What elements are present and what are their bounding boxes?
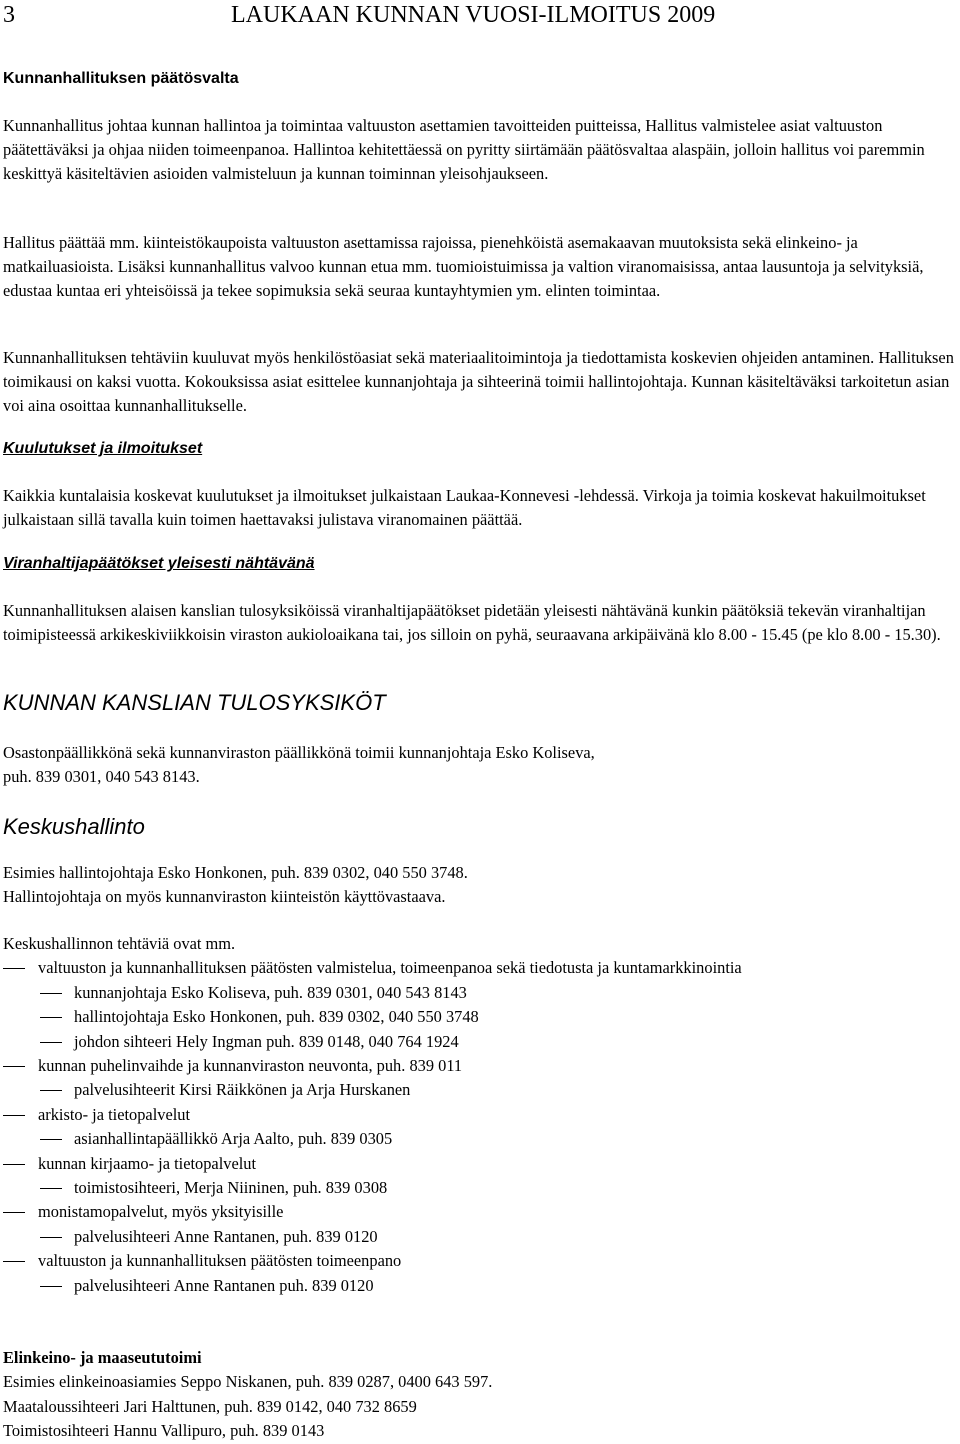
section-heading: Viranhaltijapäätökset yleisesti nähtävänä <box>3 555 315 572</box>
dash-bullet-icon <box>40 1286 62 1287</box>
sub-list-item <box>3 981 955 1005</box>
text-line: Osastonpäällikkönä sekä kunnanviraston päällikkönä toimii kunnanjohtaja Esko Koliseva, <box>3 743 595 762</box>
section-result-units <box>3 690 955 716</box>
document-title: LAUKAAN KUNNAN VUOSI-ILMOITUS 2009 <box>231 2 716 28</box>
section-announcements <box>3 440 955 458</box>
list-item-text: valtuuston ja kunnanhallituksen päätösten toimeenpano <box>38 1251 402 1271</box>
dash-bullet-icon <box>3 1212 25 1213</box>
section-heading: KUNNAN KANSLIAN TULOSYKSIKÖT <box>3 690 386 715</box>
dash-bullet-icon <box>3 1115 25 1116</box>
sub-list-item <box>3 1225 955 1249</box>
dash-bullet-icon <box>3 1066 25 1067</box>
text-line: Toimistosihteeri Hannu Vallipuro, puh. 839 0143 <box>3 1421 325 1441</box>
sub-list-item <box>3 1078 955 1102</box>
paragraph <box>3 861 955 910</box>
page-header <box>3 2 955 30</box>
paragraph <box>3 114 955 187</box>
paragraph <box>3 231 955 304</box>
list-item-text: palvelusihteeri Anne Rantanen puh. 839 0120 <box>74 1275 374 1295</box>
section-central-administration <box>3 814 955 840</box>
list-item-text: palvelusihteeri Anne Rantanen, puh. 839 0120 <box>74 1226 378 1246</box>
section-heading: Kuulutukset ja ilmoitukset <box>3 440 203 457</box>
sub-list-item <box>3 1030 955 1054</box>
list-item-text: kunnanjohtaja Esko Koliseva, puh. 839 0301, 040 543 8143 <box>74 982 467 1002</box>
list-item-text: johdon sihteeri Hely Ingman puh. 839 0148, 040 764 1924 <box>74 1031 459 1051</box>
text-line: puh. 839 0301, 040 543 8143. <box>3 767 200 787</box>
paragraph-text: Kunnanhallitus johtaa kunnan hallintoa ja toimintaa valtuuston asettamien tavoitteiden puitteissa, Hallitus valmistelee asiat valtuuston päätettäväksi ja ohjaa niiden toimeenpanoa. Hallintoa kehitettäessä on pyritty siirtämään päätösvaltaa alaspäin, jolloin hallitus voi paremmin keskittyä käsiteltävien asioiden valmisteluun ja kunnan toiminnan yleisohjaukseen. <box>3 116 925 184</box>
paragraph <box>3 346 955 419</box>
section-decision-power <box>3 70 955 88</box>
list-item-text: toimistosihteeri, Merja Niininen, puh. 839 0308 <box>74 1178 388 1198</box>
list-item-text: monistamopalvelut, myös yksityisille <box>38 1202 284 1222</box>
dash-bullet-icon <box>3 1164 25 1165</box>
dash-bullet-icon <box>40 1017 62 1018</box>
text-line: Esimies elinkeinoasiamies Seppo Niskanen, puh. 839 0287, 0400 643 597. <box>3 1372 493 1392</box>
list-item <box>3 1200 955 1224</box>
list-item <box>3 1054 955 1078</box>
dash-bullet-icon <box>3 968 25 969</box>
dash-bullet-icon <box>40 1188 62 1189</box>
dash-bullet-icon <box>40 1237 62 1238</box>
paragraph <box>3 484 955 532</box>
paragraph-text: Kaikkia kuntalaisia koskevat kuulutukset ja ilmoitukset julkaistaan Laukaa-Konnevesi -lehdessä. Virkoja ja toimia koskevat hakuilmoitukset julkaistaan sillä tavalla kuin toimen haettavaksi julistava viranomainen päättää. <box>3 486 926 530</box>
sub-list-item <box>3 1176 955 1200</box>
list-item <box>3 1152 955 1176</box>
list-item-text: asianhallintapäällikkö Arja Aalto, puh. 839 0305 <box>74 1129 393 1149</box>
dash-bullet-icon <box>3 1261 25 1262</box>
section-official-decisions <box>3 555 955 573</box>
section-heading: Elinkeino- ja maaseututoimi <box>3 1348 202 1367</box>
dash-bullet-icon <box>40 1042 62 1043</box>
paragraph-text: Kunnanhallituksen alaisen kanslian tulosyksiköissä viranhaltijapäätökset pidetään yleisesti nähtävänä kunkin päätöksiä tekevän viranhaltijan toimipisteessä arkikeskiviikkoisin viraston aukioloaikana tai, jos silloin on pyhä, seuraavana arkipäivänä klo 8.00 - 15.45 (pe klo 8.00 - 15.30). <box>3 601 941 645</box>
list-item-text: arkisto- ja tietopalvelut <box>38 1104 191 1124</box>
list-item-text: kunnan kirjaamo- ja tietopalvelut <box>38 1153 257 1173</box>
text-line: Maataloussihteeri Jari Halttunen, puh. 839 0142, 040 732 8659 <box>3 1396 417 1416</box>
dash-bullet-icon <box>40 993 62 994</box>
dash-bullet-icon <box>40 1090 62 1091</box>
section-heading: Kunnanhallituksen päätösvalta <box>3 70 239 87</box>
list-item <box>3 956 955 980</box>
dash-bullet-icon <box>40 1139 62 1140</box>
sub-list-item <box>3 1127 955 1151</box>
task-list <box>3 932 955 1298</box>
page-number: 3 <box>3 2 15 28</box>
task-items <box>3 956 955 1298</box>
text-line: Esimies hallintojohtaja Esko Honkonen, puh. 839 0302, 040 550 3748. <box>3 863 468 882</box>
list-item <box>3 1103 955 1127</box>
paragraph <box>3 741 955 790</box>
list-item <box>3 1249 955 1273</box>
list-item-text: palvelusihteerit Kirsi Räikkönen ja Arja Hurskanen <box>74 1080 411 1100</box>
paragraph-text: Kunnanhallituksen tehtäviin kuuluvat myös henkilöstöasiat sekä materiaalitoimintoja ja tiedottamista koskevien ohjeiden antaminen. Hallituksen toimikausi on kaksi vuotta. Kokouksissa asiat esittelee kunnanjohtaja ja sihteerinä toimii hallintojohtaja. Kunnan käsiteltäväksi tarkoitetun asian voi aina osoittaa kunnanhallitukselle. <box>3 348 954 416</box>
paragraph <box>3 599 955 647</box>
list-item-text: kunnan puhelinvaihde ja kunnanviraston neuvonta, puh. 839 011 <box>38 1056 463 1076</box>
sub-list-item <box>3 1005 955 1029</box>
task-list-intro: Keskushallinnon tehtäviä ovat mm. <box>3 934 236 953</box>
list-item-text: hallintojohtaja Esko Honkonen, puh. 839 0302, 040 550 3748 <box>74 1007 479 1027</box>
section-business-rural <box>3 1346 955 1444</box>
text-line: Hallintojohtaja on myös kunnanviraston kiinteistön käyttövastaava. <box>3 887 446 907</box>
sub-list-item <box>3 1274 955 1298</box>
section-heading: Keskushallinto <box>3 814 145 839</box>
list-item-text: valtuuston ja kunnanhallituksen päätösten valmistelua, toimeenpanoa sekä tiedotusta ja kuntamarkkinointia <box>38 958 742 978</box>
paragraph-text: Hallitus päättää mm. kiinteistökaupoista valtuuston asettamissa rajoissa, pienehköistä asemakaavan muutoksista sekä elinkeino- ja matkailuasioista. Lisäksi kunnanhallitus valvoo kunnan etua mm. tuomioistuimissa ja valtion viranomaisissa, antaa lausuntoja ja selvityksiä, edustaa kuntaa eri yhteisöissä ja tekee sopimuksia sekä seuraa kuntayhtymien ym. elinten toimintaa. <box>3 233 924 301</box>
